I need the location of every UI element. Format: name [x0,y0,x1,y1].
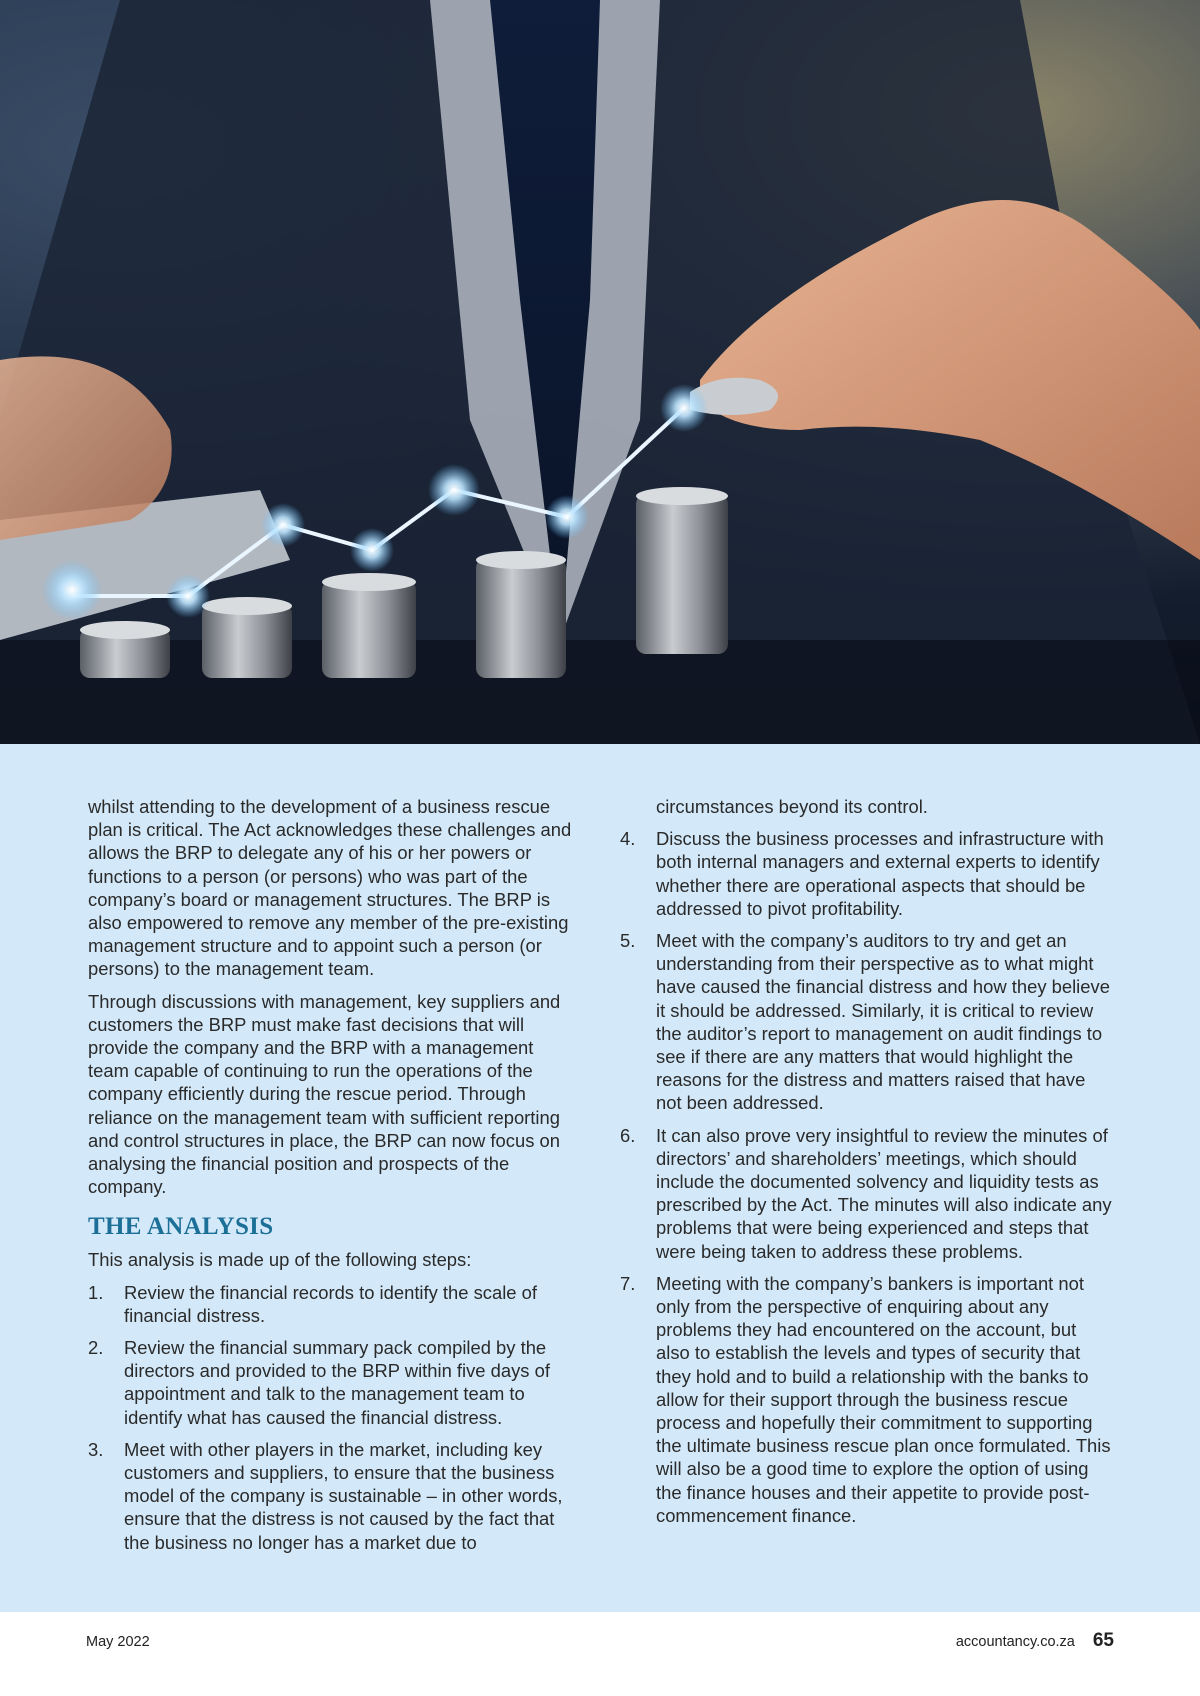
paragraph: whilst attending to the development of a business rescue plan is critical. The Act acknowledges these challenges and allows the BRP to delegate any of his or her powers or functions to a person (or persons) who was part of the company’s board or management structures. The BRP is also empowered to remove any member of the pre-existing management structure and to appoint such a person (or persons) to the management team. [88,796,572,980]
step-number: 7. [620,1272,636,1294]
list-item [88,1438,578,1554]
right-column [620,795,1115,1536]
section-heading: THE ANALYSIS [88,1213,274,1241]
page-number: 65 [1092,1630,1114,1651]
step-number: 3. [88,1438,104,1460]
step-number: 5. [620,930,636,952]
list-item [620,827,1115,920]
step-text: Review the financial summary pack compiled by the directors and provided to the BRP within five days of appointment and talk to the management team to identify what has caused the financial distress. [124,1337,550,1428]
step-number: 1. [88,1281,104,1303]
step-number: 4. [620,828,636,850]
step-continuation: circumstances beyond its control. [656,796,928,817]
footer-site: accountancy.co.za [955,1634,1075,1650]
footer-right [956,1630,1114,1652]
step-number: 2. [88,1337,104,1359]
step-text: Meeting with the company’s bankers is important not only from the perspective of enquiring about any problems they had encountered on the account, but also to establish the levels and types of security that they hold and to build a relationship with the banks to allow for their support through the business rescue process and hopefully their commitment to supporting the ultimate business rescue plan once formulated. This will also be a good time to explore the option of using the finance houses and their appetite to provide post-commencement finance. [656,1272,1111,1526]
list-item [620,1272,1115,1527]
list-item [88,1281,578,1327]
steps-intro: This analysis is made up of the following steps: [88,1249,472,1271]
steps-list [620,827,1115,1527]
left-column [88,795,578,1563]
step-number: 6. [620,1124,636,1146]
coins-growth-illustration [0,0,1200,744]
hero-photo [0,0,1200,744]
list-item [620,929,1115,1115]
list-item [620,1124,1115,1263]
step-text: Meet with the company’s auditors to try and get an understanding from their perspective as to what might have caused the financial distress and how they believe it should be addressed. Similarly, it is critical to review the auditor’s report to management on audit findings to see if there are any matters that would highlight the reasons for the distress and matters raised that have not been addressed. [656,930,1110,1114]
step-text: Discuss the business processes and infrastructure with both internal managers and external experts to identify whether there are operational aspects that should be addressed to pivot profitability. [656,828,1104,919]
step-text: Review the financial records to identify the scale of financial distress. [124,1281,537,1326]
steps-list [88,1281,578,1554]
step-text: Meet with other players in the market, including key customers and suppliers, to ensure that the business model of the company is sustainable – in other words, ensure that the distress is not caused by the fact that the business no longer has a market due to [124,1438,563,1553]
footer-date: May 2022 [86,1634,150,1650]
step-text: It can also prove very insightful to review the minutes of directors’ and shareholders’ meetings, which should include the documented solvency and liquidity tests as prescribed by the Act. The minutes will also indicate any problems that were being experienced and steps that were being taken to address these problems. [656,1124,1112,1262]
paragraph: Through discussions with management, key suppliers and customers the BRP must make fast decisions that will provide the company and the BRP with a management team capable of continuing to run the operations of the company efficiently during the rescue period. Through reliance on the management team with sufficient reporting and control structures in place, the BRP can now focus on analysing the financial position and prospects of the company. [88,990,561,1198]
list-item [88,1336,578,1429]
